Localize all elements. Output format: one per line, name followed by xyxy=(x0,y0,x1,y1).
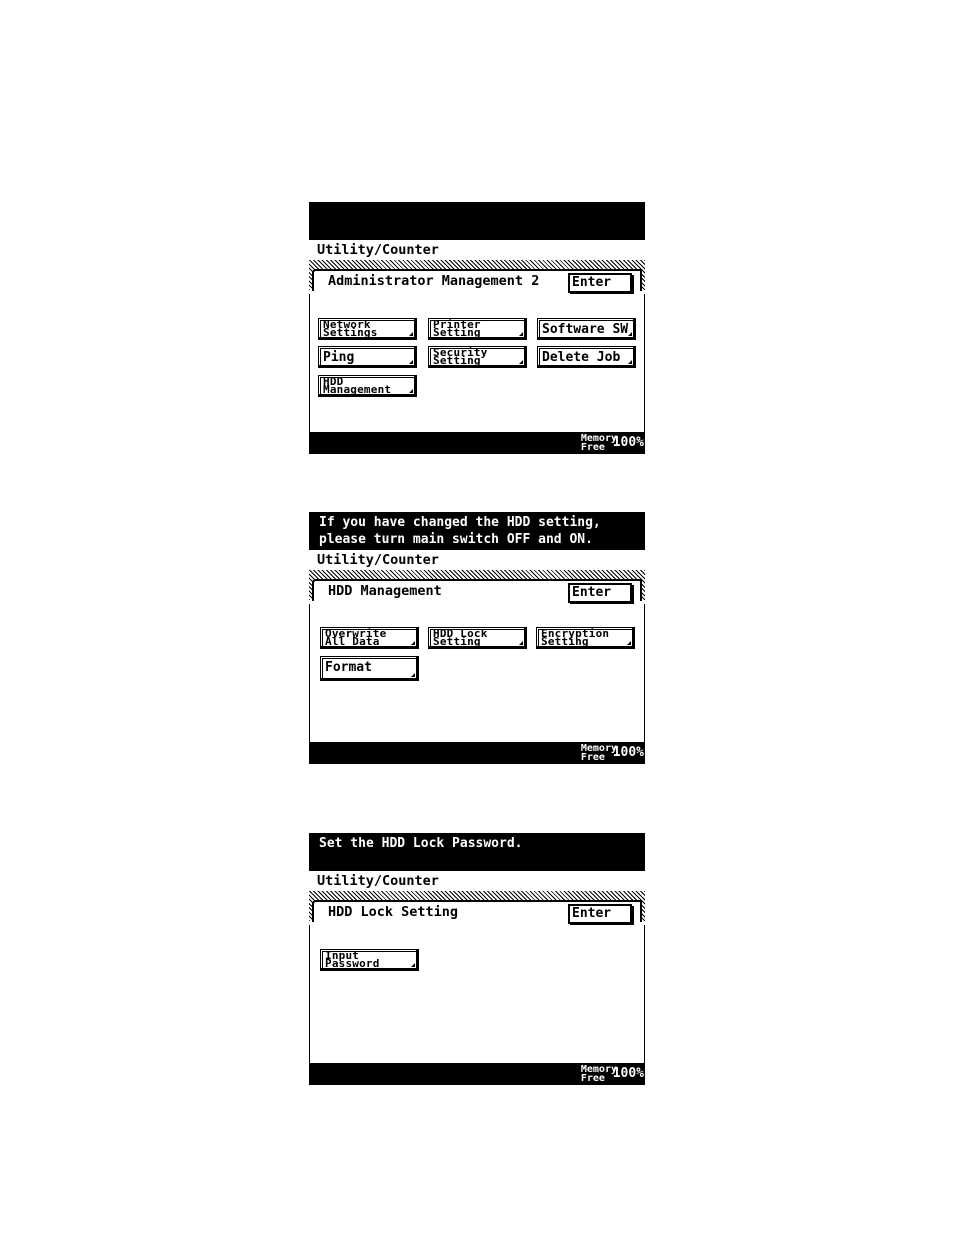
title-panel xyxy=(312,900,642,922)
ping-button[interactable] xyxy=(318,346,417,368)
delete-job-button[interactable] xyxy=(537,346,636,368)
button-label: Input Password xyxy=(325,949,380,970)
breadcrumb: Utility/Counter xyxy=(317,873,439,889)
overwrite-all-data-button[interactable] xyxy=(320,627,419,649)
breadcrumb: Utility/Counter xyxy=(317,242,439,258)
button-label: Software SW xyxy=(542,322,629,337)
button-area xyxy=(309,604,645,742)
encryption-setting-button[interactable] xyxy=(536,627,635,649)
button-label: Security Setting xyxy=(433,346,488,367)
page-title: HDD Lock Setting xyxy=(328,904,459,920)
memory-free-value: 100% xyxy=(612,1066,644,1081)
message-bar: If you have changed the HDD setting, please turn main switch OFF and ON. xyxy=(309,512,645,550)
title-panel xyxy=(312,269,642,291)
printer-setting-button[interactable] xyxy=(428,318,527,340)
input-password-button[interactable] xyxy=(320,949,419,971)
button-label: Format xyxy=(325,660,372,675)
button-label: HDD Management xyxy=(323,375,392,396)
memory-free-label: Memory Free xyxy=(580,433,617,453)
button-label: Network Settings xyxy=(323,318,378,339)
enter-button[interactable]: Enter xyxy=(568,904,632,924)
status-footer xyxy=(309,432,645,454)
screen-hdd-lock-setting xyxy=(309,833,645,1085)
page-title: Administrator Management 2 xyxy=(328,273,540,289)
button-label: Delete Job xyxy=(542,350,621,365)
memory-free-label: Memory Free xyxy=(580,743,617,763)
security-setting-button[interactable] xyxy=(428,346,527,368)
button-label: Overwrite All Data xyxy=(325,627,387,648)
button-label: Ping xyxy=(323,350,355,365)
breadcrumb: Utility/Counter xyxy=(317,552,439,568)
memory-free-label: Memory Free xyxy=(580,1064,617,1084)
memory-free-value: 100% xyxy=(612,435,644,450)
enter-button[interactable]: Enter xyxy=(568,583,632,603)
page-title: HDD Management xyxy=(328,583,442,599)
memory-free-value: 100% xyxy=(612,745,644,760)
network-settings-button[interactable] xyxy=(318,318,417,340)
software-sw-button[interactable] xyxy=(537,318,636,340)
status-footer xyxy=(309,742,645,764)
button-label: Encryption Setting xyxy=(541,627,610,648)
button-area xyxy=(309,294,645,432)
button-label: HDD Lock Setting xyxy=(433,627,488,648)
format-button[interactable] xyxy=(320,656,419,681)
button-label: Printer Setting xyxy=(433,318,481,339)
message-bar: Set the HDD Lock Password. xyxy=(309,833,645,871)
status-footer xyxy=(309,1063,645,1085)
screen-hdd-management xyxy=(309,512,645,764)
screen-admin-management-2 xyxy=(309,202,645,454)
hdd-lock-setting-button[interactable] xyxy=(428,627,527,649)
title-panel xyxy=(312,579,642,601)
enter-button[interactable]: Enter xyxy=(568,273,632,293)
message-bar xyxy=(309,202,645,240)
button-area xyxy=(309,925,645,1063)
hdd-management-button[interactable] xyxy=(318,375,417,397)
